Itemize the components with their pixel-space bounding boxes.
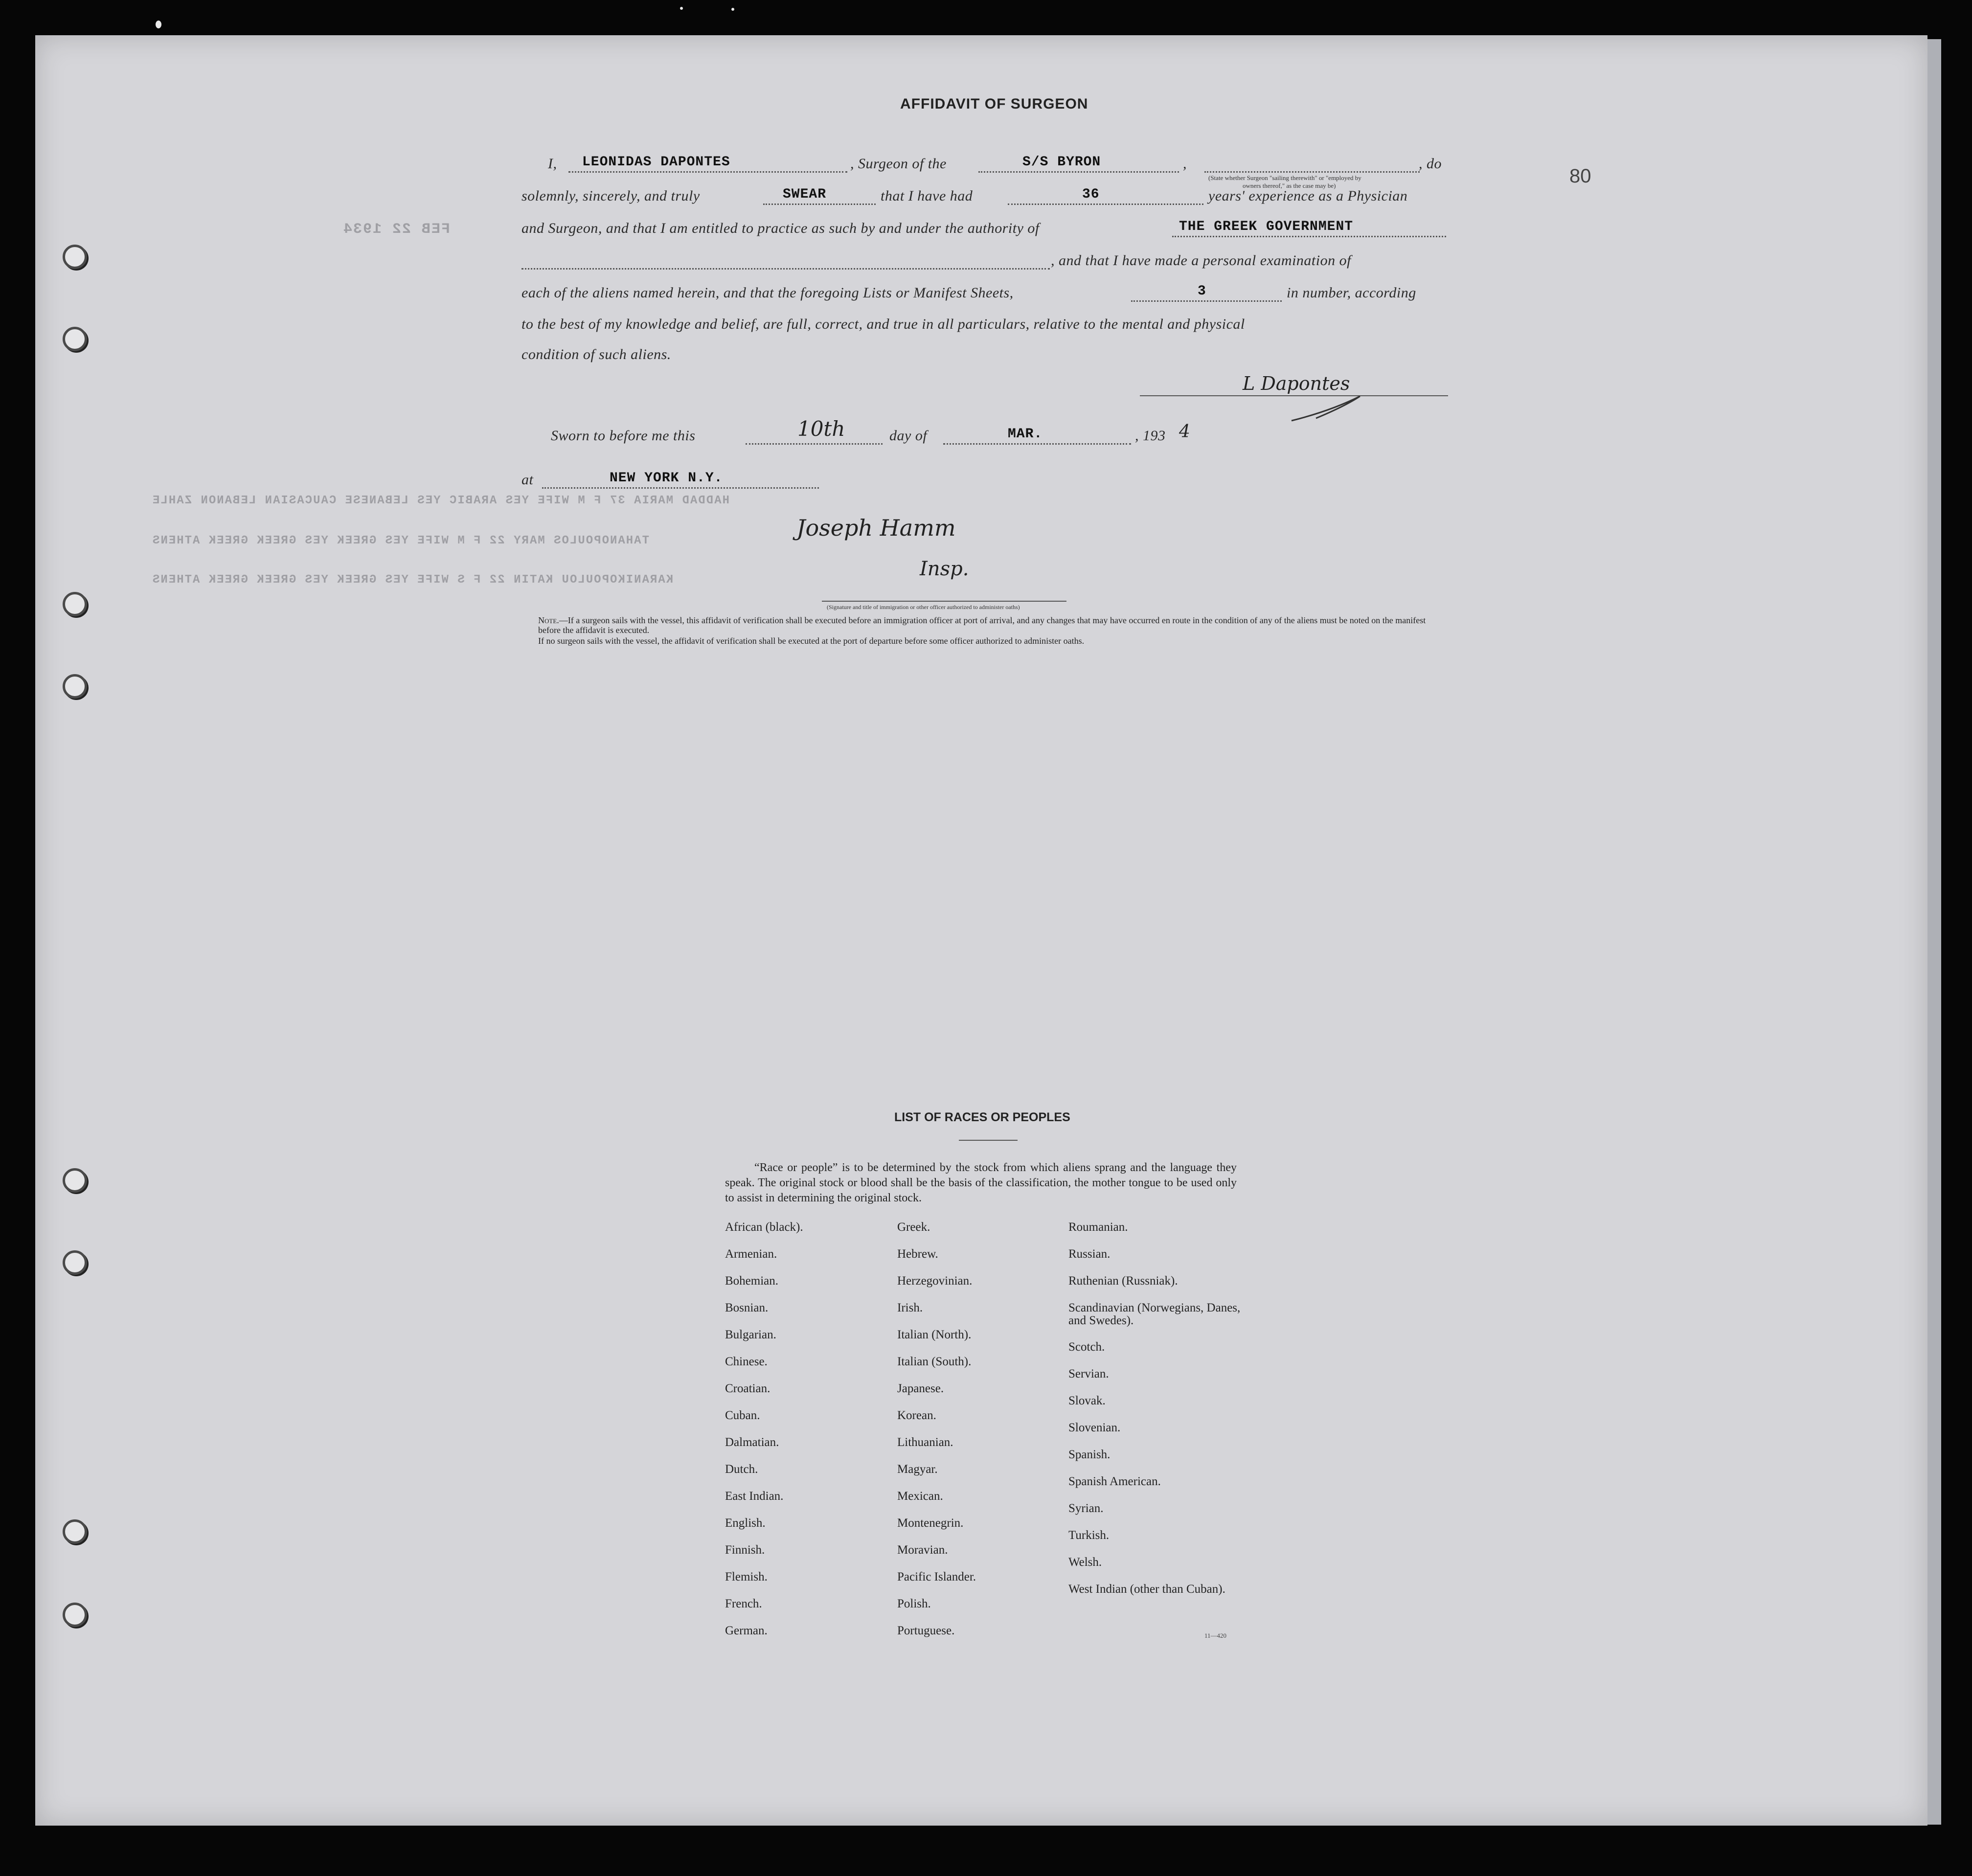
race-item: Dutch.	[725, 1463, 758, 1476]
races-column-3	[1068, 1221, 1249, 1622]
race-item: Italian (South).	[897, 1355, 972, 1368]
vessel-name: S/S BYRON	[1022, 155, 1101, 170]
race-item: Finnish.	[725, 1543, 765, 1557]
line1-comma: ,	[1183, 156, 1187, 172]
surgeon-signature-flourish	[1287, 391, 1384, 426]
race-item: East Indian.	[725, 1490, 784, 1503]
punch-hole	[63, 674, 87, 699]
note-paragraph-2: If no surgeon sails with the vessel, the affidavit of verification shall be executed at the port of departure before some officer authorized to administer oaths.	[538, 636, 1085, 646]
race-item: Russian.	[1068, 1247, 1111, 1261]
status-bracket-note-2: owners thereof," as the case may be)	[1243, 182, 1336, 189]
authority-continuation-line	[521, 268, 1050, 270]
sheets-count-line	[1131, 300, 1282, 302]
at-prefix: at	[521, 472, 534, 488]
note-paragraph-1: —If a surgeon sails with the vessel, this affidavit of verification shall be executed before an immigration officer at port of arrival, and any changes that may have occurred en route in the condition of any of the aliens must be noted on the manifest before the affidavit is executed.	[538, 615, 1426, 635]
line2-suffix: years' experience as a Physician	[1208, 188, 1408, 204]
line2-mid: that I have had	[881, 188, 973, 204]
race-item: Spanish American.	[1068, 1475, 1161, 1488]
sworn-mid: day of	[889, 428, 928, 444]
race-item: Slovak.	[1068, 1394, 1106, 1407]
punch-hole	[63, 1519, 87, 1544]
race-item: Syrian.	[1068, 1502, 1104, 1515]
sworn-month: MAR.	[1008, 427, 1043, 442]
race-item: Moravian.	[897, 1543, 948, 1557]
race-item: Welsh.	[1068, 1556, 1102, 1569]
date-stamp-bleed: FEB 22 1934	[342, 221, 451, 238]
race-item: Ruthenian (Russniak).	[1068, 1274, 1178, 1288]
race-item: Armenian.	[725, 1247, 777, 1261]
affidavit-title: AFFIDAVIT OF SURGEON	[900, 96, 1088, 112]
punch-hole	[63, 1250, 87, 1275]
race-item: Portuguese.	[897, 1624, 955, 1637]
race-item: Turkish.	[1068, 1529, 1110, 1542]
sworn-year-digit: 4	[1179, 422, 1190, 442]
race-item: Cuban.	[725, 1409, 760, 1422]
surgeon-name: LEONIDAS DAPONTES	[582, 155, 730, 170]
dust-speck	[680, 7, 683, 10]
line1-do: , do	[1419, 156, 1442, 172]
vessel-line	[978, 171, 1179, 173]
punch-hole	[63, 1168, 87, 1193]
sheets-count: 3	[1198, 284, 1206, 299]
race-item: Slovenian.	[1068, 1421, 1121, 1434]
sworn-day-line	[746, 443, 883, 445]
races-column-2	[897, 1221, 1073, 1651]
line4-suffix: , and that I have made a personal examination of	[1051, 252, 1351, 269]
race-item: Bulgarian.	[725, 1328, 776, 1341]
race-item: Roumanian.	[1068, 1221, 1128, 1234]
race-item: Bohemian.	[725, 1274, 779, 1288]
punch-hole	[63, 245, 87, 269]
race-item: Lithuanian.	[897, 1436, 953, 1449]
race-item: Montenegrin.	[897, 1516, 964, 1530]
race-item: Croatian.	[725, 1382, 771, 1395]
line5-prefix: each of the aliens named herein, and that the foregoing Lists or Manifest Sheets,	[521, 285, 1014, 301]
oath-line	[763, 203, 876, 205]
line7-text: condition of such aliens.	[521, 346, 671, 362]
race-item: Bosnian.	[725, 1301, 769, 1314]
place-value: NEW YORK N.Y.	[610, 471, 723, 486]
race-item: Irish.	[897, 1301, 923, 1314]
place-line	[542, 487, 819, 489]
race-item: Korean.	[897, 1409, 936, 1422]
years-line	[1008, 203, 1203, 205]
bleed-through-row: KARANIKOPOULOU KATIN 22 F S WIFE YES GREEK YES GREEK GREEK ATHENS	[152, 573, 674, 587]
note-block	[538, 615, 1448, 635]
line5-suffix: in number, according	[1287, 285, 1416, 301]
races-intro: “Race or people” is to be determined by the stock from which aliens sprang and the language they speak. The original stock or blood shall be the basis of the classification, the mother tongue to be used only to assist in determining the original stock.	[725, 1161, 1237, 1204]
officer-signature: Joseph Hamm	[796, 515, 956, 541]
races-column-1	[725, 1221, 901, 1651]
race-item: West Indian (other than Cuban).	[1068, 1582, 1225, 1596]
sworn-year-prefix: , 193	[1135, 428, 1166, 444]
race-item: Italian (North).	[897, 1328, 972, 1341]
surgeon-name-line	[568, 171, 847, 173]
race-item: Dalmatian.	[725, 1436, 779, 1449]
race-item: French.	[725, 1597, 762, 1610]
race-item: Magyar.	[897, 1463, 938, 1476]
page-edge	[1927, 39, 1941, 1825]
sworn-prefix: Sworn to before me this	[551, 428, 696, 444]
status-bracket-note-1: (State whether Surgeon "sailing therewith" or "employed by	[1208, 174, 1361, 181]
dust-speck	[156, 21, 161, 28]
punch-hole	[63, 592, 87, 616]
line3-prefix: and Surgeon, and that I am entitled to practice as such by and under the authority of	[521, 220, 1040, 236]
race-item: Pacific Islander.	[897, 1570, 976, 1583]
race-item: Hebrew.	[897, 1247, 938, 1261]
race-item: English.	[725, 1516, 766, 1530]
authority-line	[1172, 236, 1446, 237]
races-title: LIST OF RACES OR PEOPLES	[894, 1110, 1070, 1124]
line2-prefix: solemnly, sincerely, and truly	[521, 188, 700, 204]
form-code: 11—420	[1204, 1632, 1227, 1639]
races-title-rule	[959, 1140, 1018, 1141]
bleed-through-row: HADDAD MARIA 37 F M WIFE YES ARABIC YES LEBANESE CAUCASIAN LEBANON ZAHLE	[152, 494, 729, 507]
race-item: Japanese.	[897, 1382, 944, 1395]
surgeon-status-line	[1204, 171, 1420, 173]
years-value: 36	[1082, 187, 1100, 202]
line1-mid: , Surgeon of the	[850, 156, 947, 172]
note-label: Note.	[538, 615, 559, 625]
race-item: Scandinavian (Norwegians, Danes, and Swedes).	[1068, 1301, 1241, 1327]
dust-speck	[731, 8, 734, 11]
race-item: Greek.	[897, 1221, 930, 1234]
race-item: African (black).	[725, 1221, 803, 1234]
sworn-month-line	[943, 443, 1131, 445]
oath-word: SWEAR	[783, 187, 827, 202]
authority-value: THE GREEK GOVERNMENT	[1179, 219, 1354, 234]
page-number: 80	[1569, 165, 1591, 187]
surgeon-signature: L Dapontes	[1243, 373, 1350, 394]
officer-caption: (Signature and title of immigration or other officer authorized to administer oaths)	[827, 604, 1020, 610]
race-item: Servian.	[1068, 1367, 1109, 1380]
race-item: Polish.	[897, 1597, 931, 1610]
race-item: Chinese.	[725, 1355, 768, 1368]
race-item: Herzegovinian.	[897, 1274, 973, 1288]
race-item: Spanish.	[1068, 1448, 1111, 1461]
bleed-through-row: TAHANOPOULOS MARY 22 F M WIFE YES GREEK YES GREEK GREEK ATHENS	[152, 534, 649, 547]
punch-hole	[63, 1603, 87, 1627]
race-item: Flemish.	[725, 1570, 768, 1583]
officer-title: Insp.	[920, 558, 969, 580]
race-item: Mexican.	[897, 1490, 943, 1503]
race-item: Scotch.	[1068, 1340, 1105, 1354]
sworn-day: 10th	[797, 417, 845, 441]
line6-text: to the best of my knowledge and belief, are full, correct, and true in all particulars, relative to the mental and physical	[521, 316, 1245, 332]
punch-hole	[63, 327, 87, 351]
line1-prefix: I,	[548, 156, 557, 172]
officer-signature-line	[822, 601, 1066, 602]
race-item: German.	[725, 1624, 768, 1637]
